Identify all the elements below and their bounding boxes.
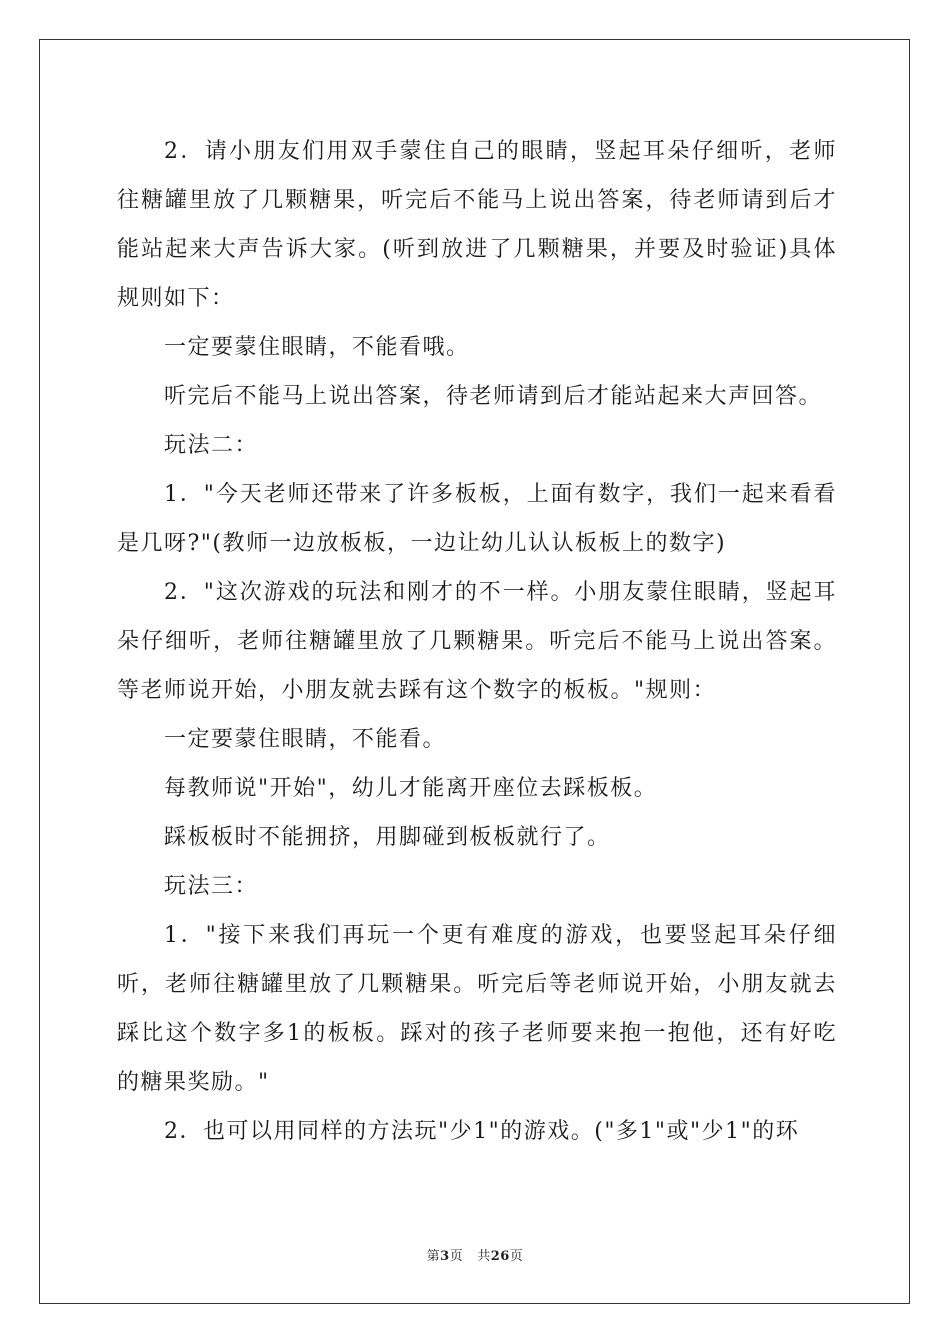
page-footer xyxy=(0,1245,950,1264)
paragraph-8: 每教师说"开始"，幼儿才能离开座位去踩板板。 xyxy=(164,776,658,801)
paragraph-3: 听完后不能马上说出答案，待老师请到后才能站起来大声回答。 xyxy=(164,384,823,409)
paragraph-5: 1．"今天老师还带来了许多板板，上面有数字，我们一起来看看是几呀?"(教师一边放板板，一边让幼儿认认板板上的数字) xyxy=(117,482,837,556)
paragraph-12: 2．也可以用同样的方法玩"少1"的游戏。("多1"或"少1"的环 xyxy=(164,1119,800,1144)
section-heading-method-2: 玩法二： xyxy=(164,433,259,458)
total-suffix: 页 xyxy=(509,1249,524,1264)
paragraph-1: 2．请小朋友们用双手蒙住自己的眼睛，竖起耳朵仔细听，老师往糖罐里放了几颗糖果，听完后不能马上说出答案，待老师请到后才能站起来大声告诉大家。(听到放进了几颗糖果，并要及时验证)具体规则如下： xyxy=(117,139,837,311)
page-prefix: 第 xyxy=(426,1249,441,1264)
document-body xyxy=(117,127,837,1156)
total-pages: 26 xyxy=(490,1249,510,1264)
page-number: 3 xyxy=(440,1249,450,1264)
paragraph-6: 2．"这次游戏的玩法和刚才的不一样。小朋友蒙住眼睛，竖起耳朵仔细听，老师往糖罐里放了几颗糖果。听完后不能马上说出答案。等老师说开始，小朋友就去踩有这个数字的板板。"规则： xyxy=(117,580,837,703)
paragraph-11: 1．"接下来我们再玩一个更有难度的游戏，也要竖起耳朵仔细听，老师往糖罐里放了几颗糖果。听完后等老师说开始，小朋友就去踩比这个数字多1的板板。踩对的孩子老师要来抱一抱他，还有好吃的糖果奖励。" xyxy=(117,923,837,1095)
paragraph-7: 一定要蒙住眼睛，不能看。 xyxy=(164,727,447,752)
paragraph-2: 一定要蒙住眼睛，不能看哦。 xyxy=(164,335,470,360)
total-prefix: 共 xyxy=(477,1249,491,1264)
section-heading-method-3: 玩法三： xyxy=(164,874,259,899)
paragraph-9: 踩板板时不能拥挤，用脚碰到板板就行了。 xyxy=(164,825,611,850)
page-suffix: 页 xyxy=(449,1249,464,1264)
